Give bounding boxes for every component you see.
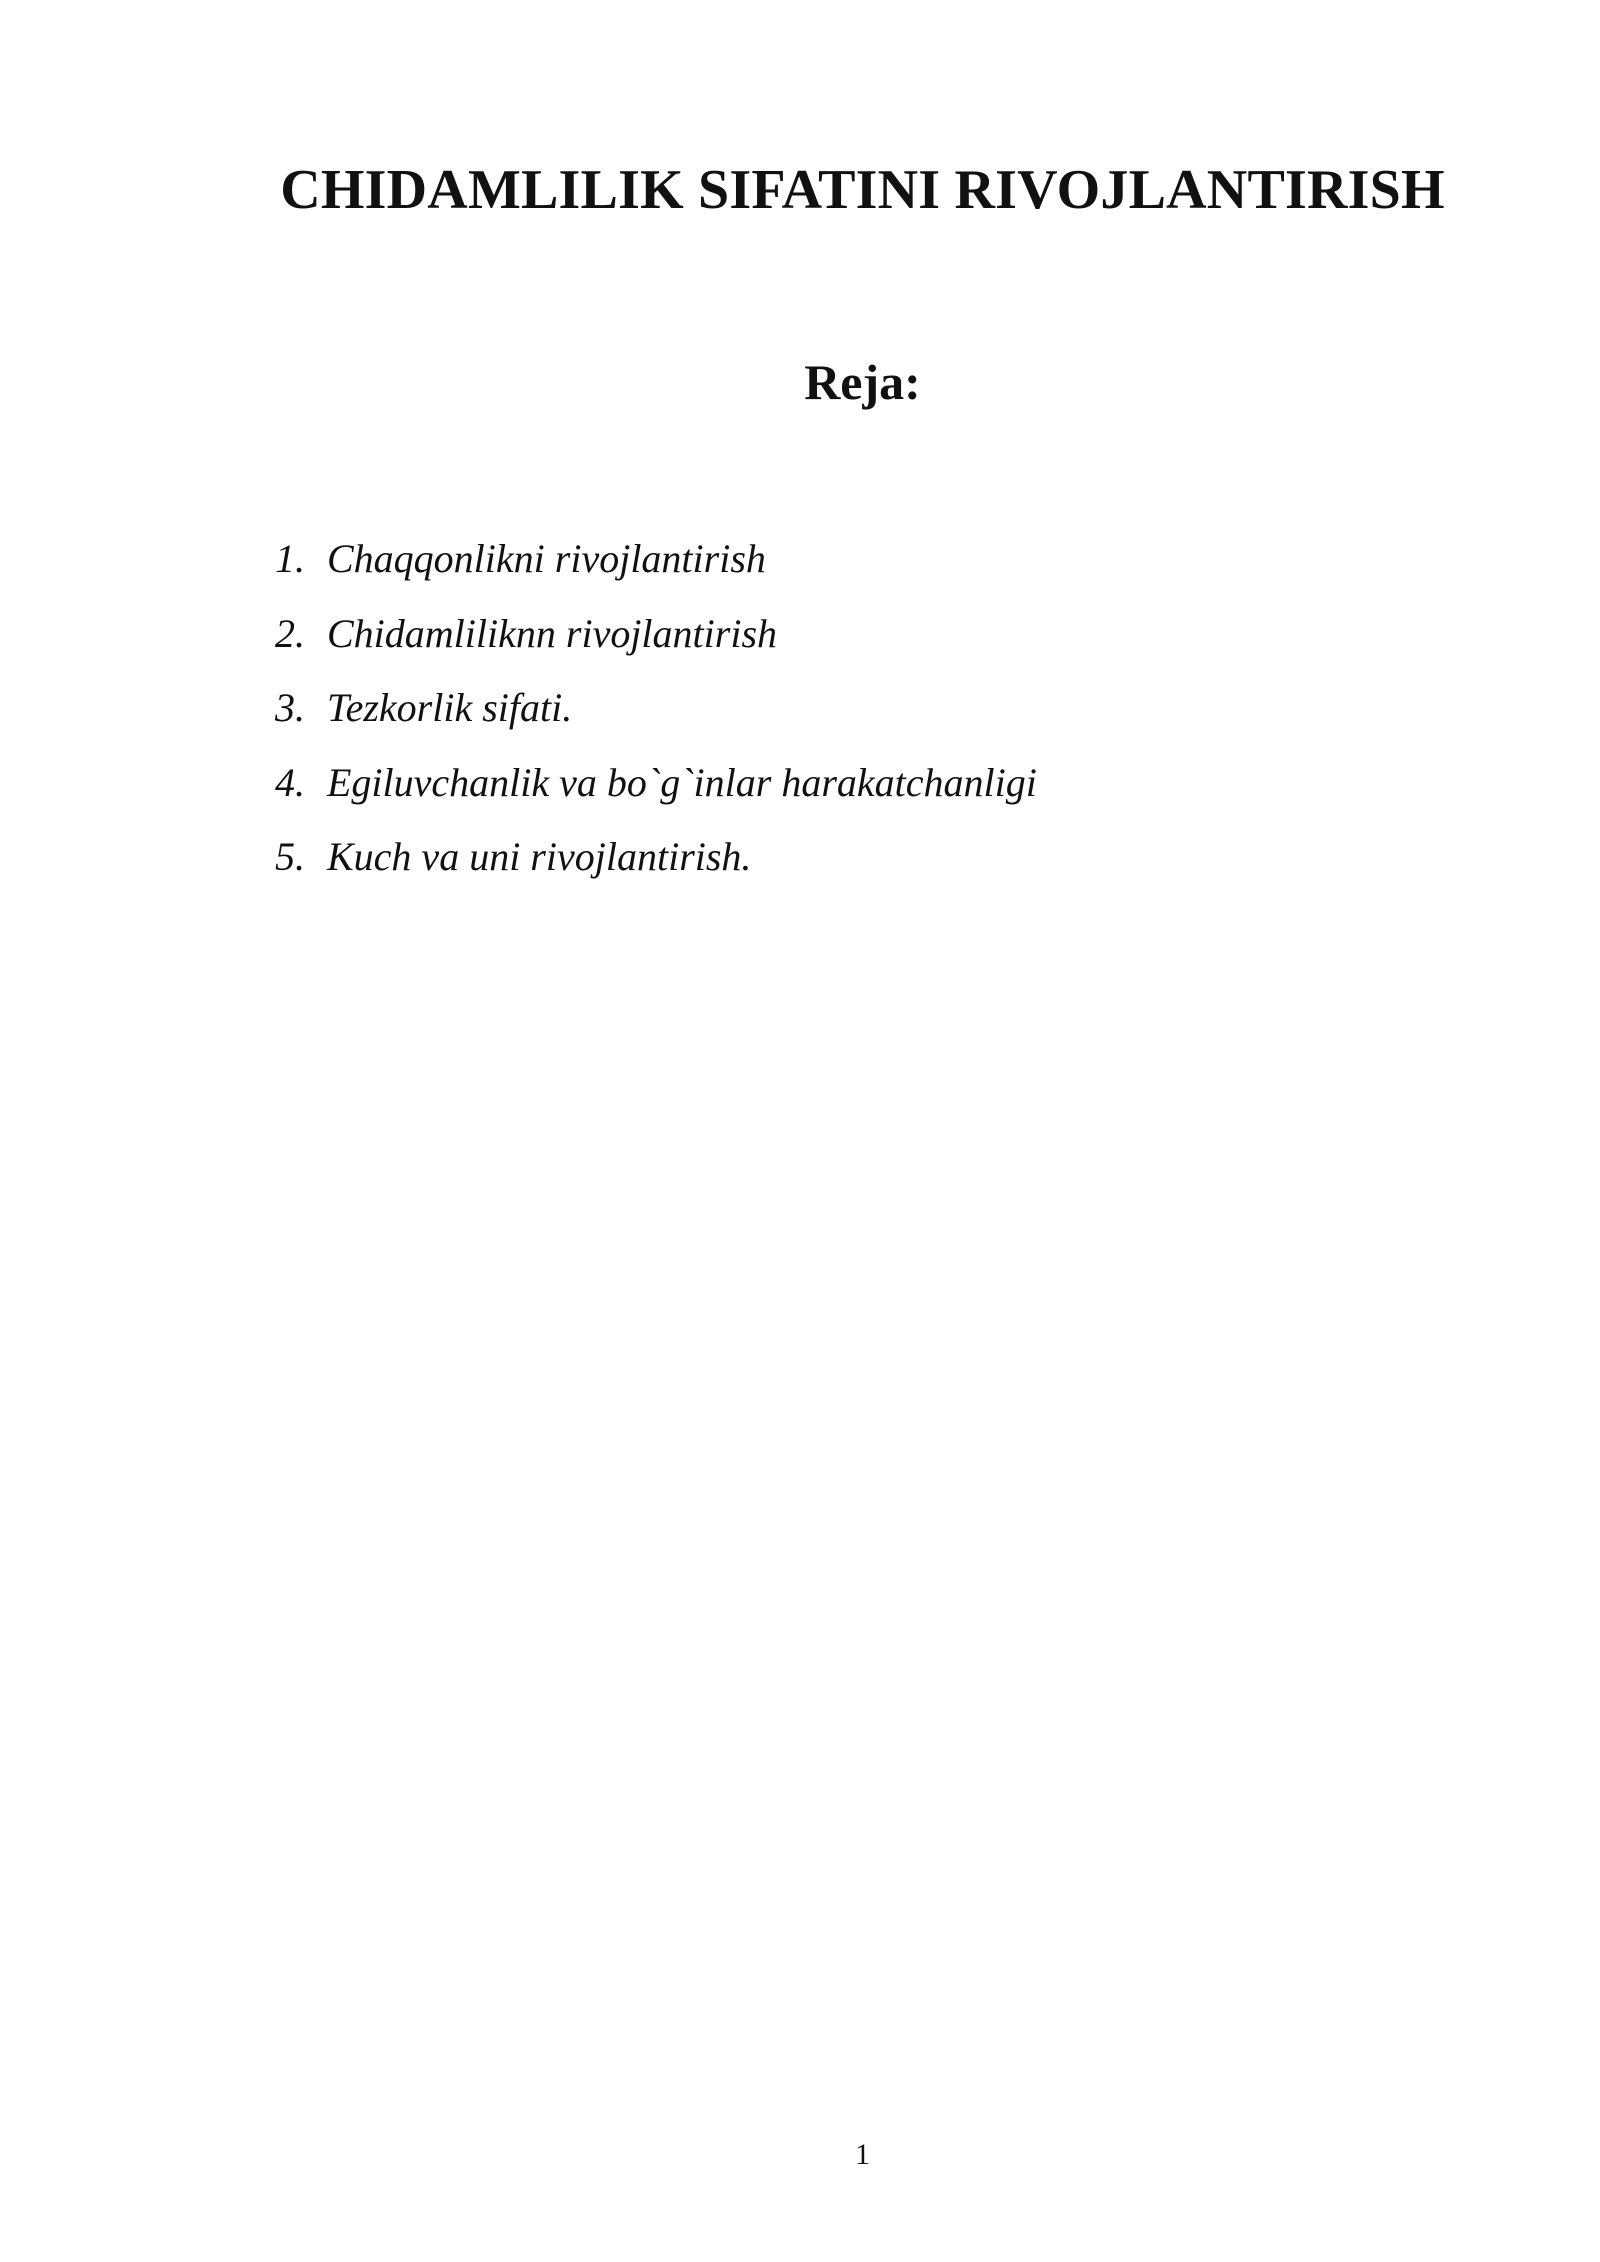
plan-item-number: 2. [275,610,305,656]
plan-item-text: Chidamliliknn rivojlantirish [327,610,778,656]
plan-item [275,671,1037,746]
plan-item-text: Kuch va uni rivojlantirish. [327,834,752,879]
plan-item-number: 5. [275,834,305,879]
page-number: 1 [855,2138,870,2171]
plan-list [275,522,1037,895]
plan-item [275,522,1037,597]
plan-item-text: Chaqqonlikni rivojlantirish [327,536,766,581]
plan-item-number: 1. [275,536,305,581]
plan-item [275,746,1037,821]
plan-item-text: Tezkorlik sifati. [327,685,573,730]
plan-item [275,820,1037,895]
plan-heading: Reja: [804,354,921,410]
plan-item [275,597,1037,672]
plan-item-number: 4. [275,759,305,805]
plan-item-text: Egiluvchanlik va bo`g`inlar harakatchanligi [327,759,1037,805]
document-title: CHIDAMLILIK SIFATINI RIVOJLANTIRISH [280,159,1445,221]
plan-item-number: 3. [275,685,305,730]
